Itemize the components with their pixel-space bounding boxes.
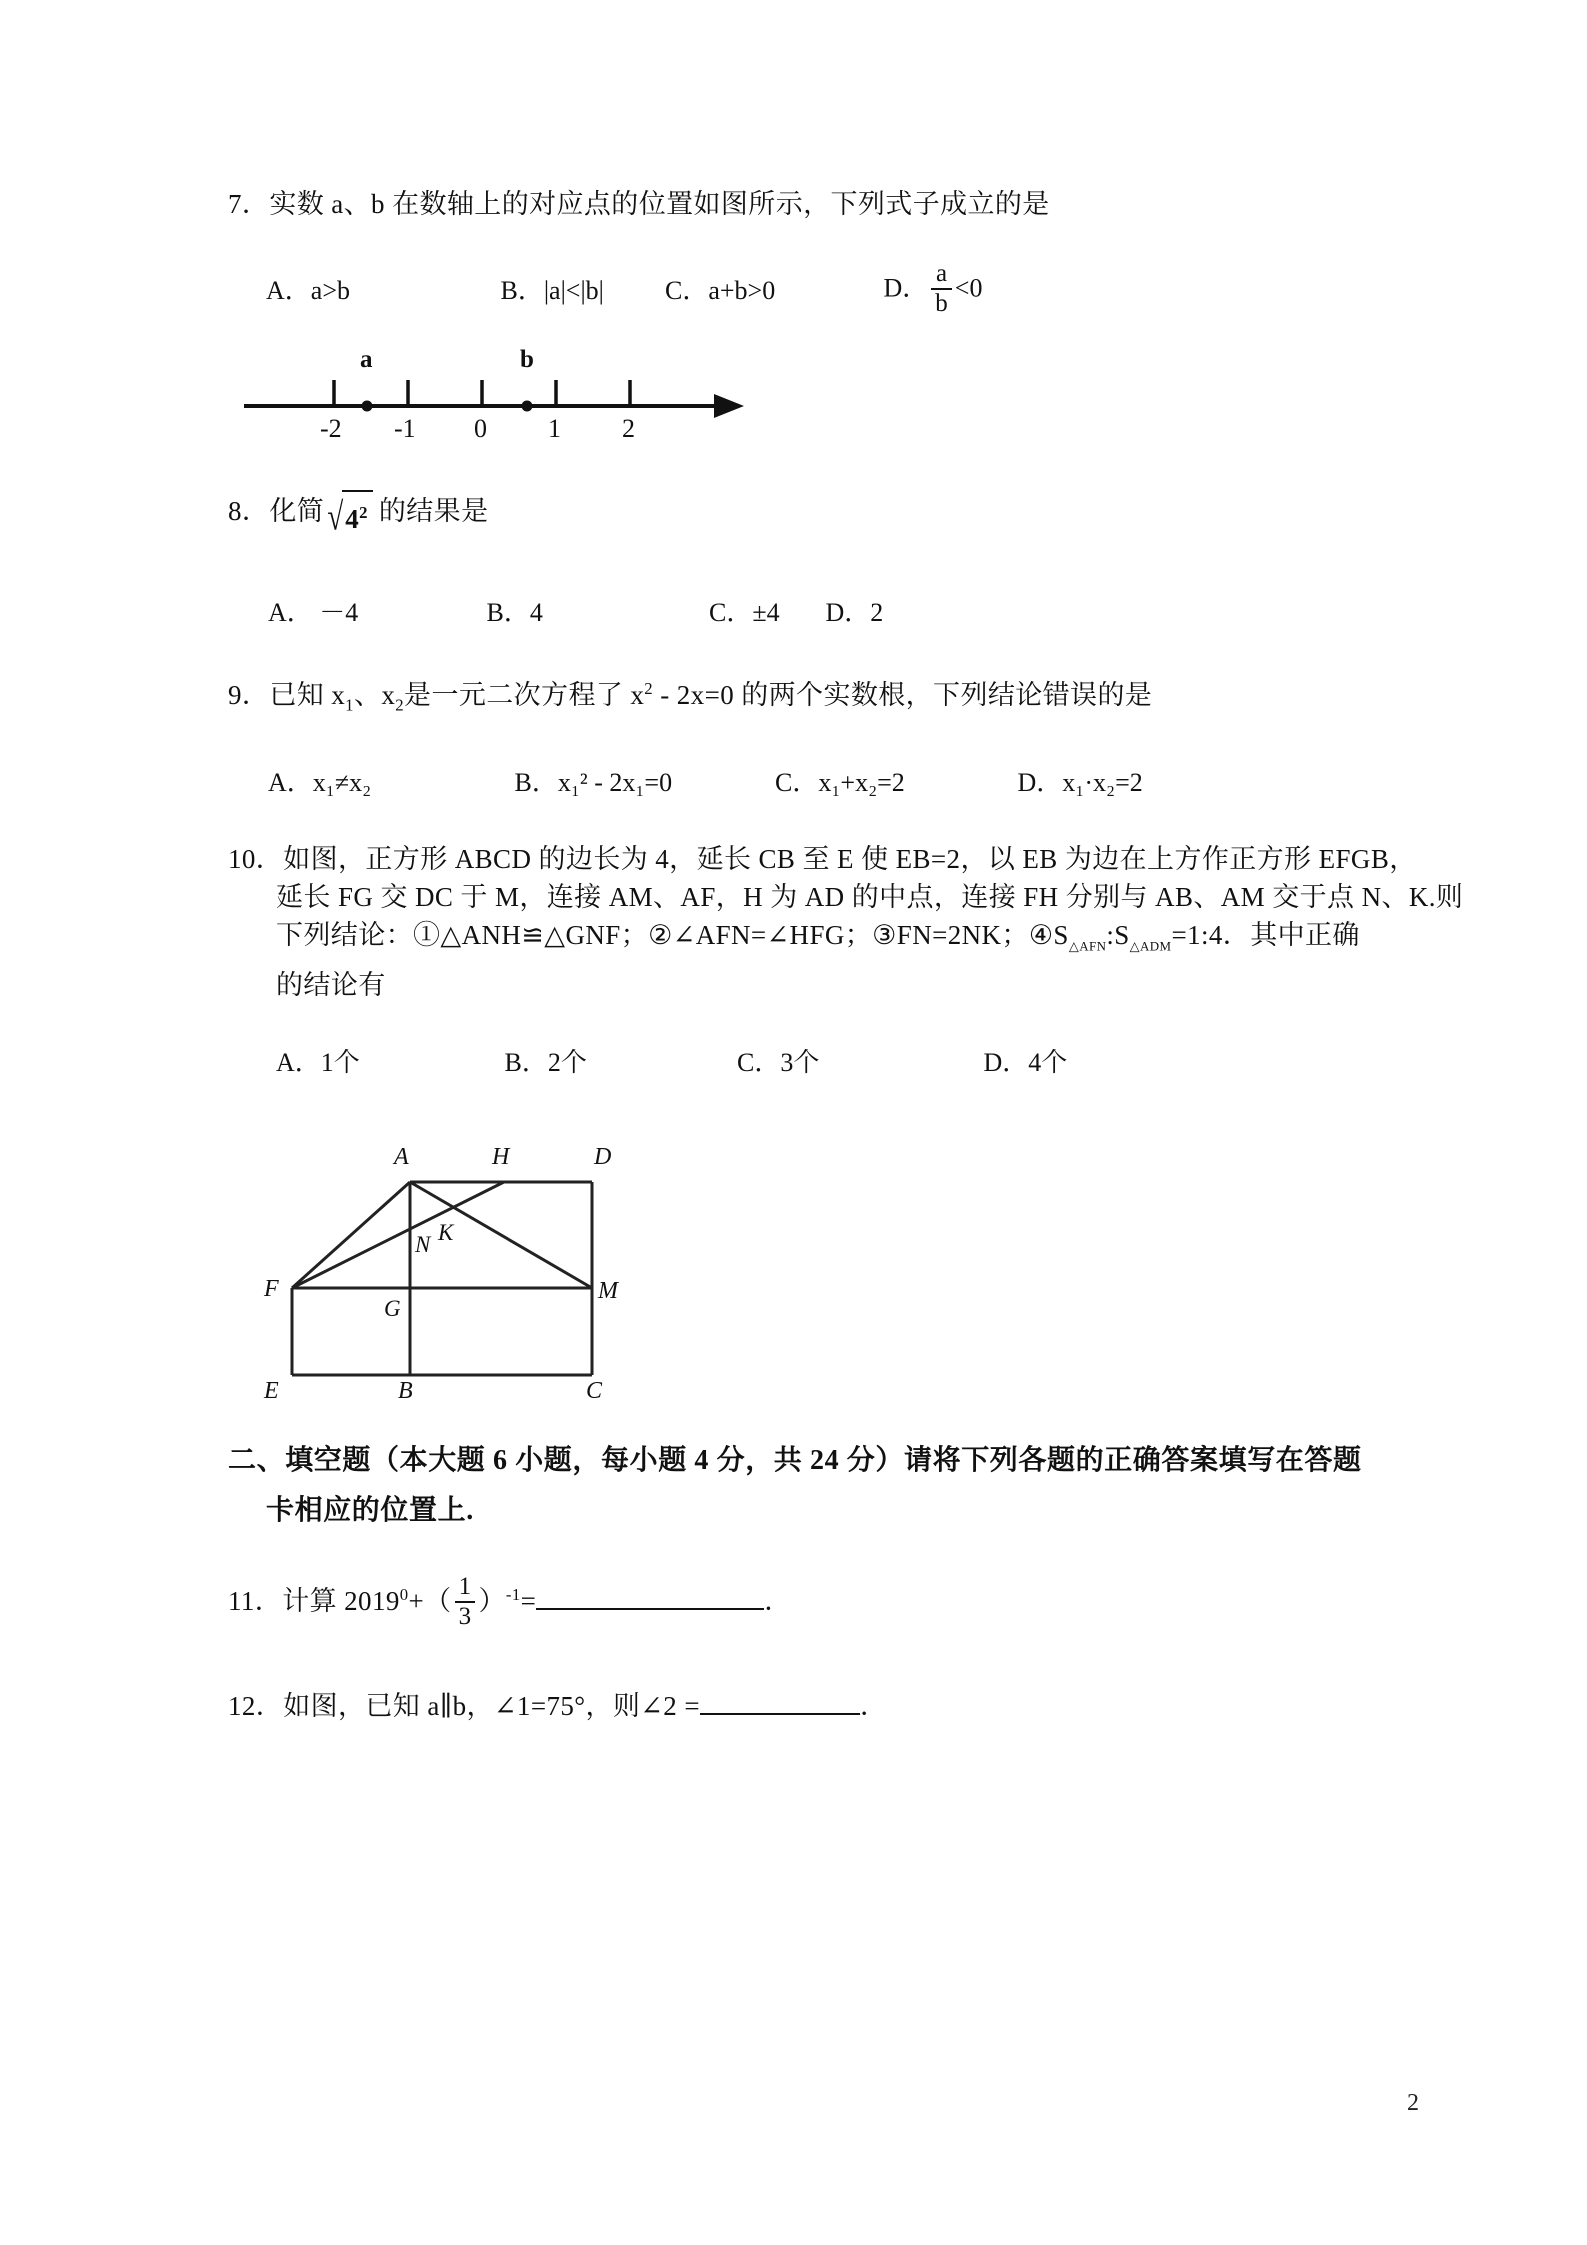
radicand-base: 4	[345, 504, 360, 534]
geo-label-N: N	[415, 1231, 431, 1257]
question-10-option-a[interactable]	[276, 1046, 498, 1080]
q10-conclusion-4-mid: :S	[1106, 920, 1130, 951]
option-text: |a|<|b|	[543, 275, 604, 305]
option-label: D．	[883, 273, 929, 303]
geo-label-K: K	[438, 1219, 454, 1245]
option-label: C．	[737, 1047, 781, 1077]
question-7-stem	[228, 185, 1393, 223]
number-line-tick-2: 2	[622, 414, 635, 443]
question-9	[228, 670, 1393, 800]
geo-label-C: C	[586, 1377, 603, 1404]
question-7-option-d[interactable]	[883, 260, 983, 318]
question-9-option-c[interactable]	[775, 766, 1011, 800]
sqrt-expression	[324, 490, 373, 538]
option-text: 4	[529, 598, 543, 628]
question-9-stem	[228, 670, 1393, 724]
geo-label-B: B	[398, 1377, 413, 1404]
number-line-tick-0: 0	[474, 414, 487, 443]
q10-conclusion-2: ②∠AFN=∠HFG；	[648, 920, 873, 951]
number-line-tick-1: 1	[548, 414, 561, 443]
option-label: C．	[775, 768, 819, 798]
option-text: a>b	[310, 275, 350, 305]
option-label: D．	[983, 1047, 1029, 1077]
q9-sub-1: 1	[345, 695, 354, 715]
geo-label-H: H	[492, 1143, 510, 1170]
option-text: a+b>0	[708, 275, 776, 305]
question-8-stem-suffix: 的结果是	[378, 496, 489, 527]
q11-close-paren: ）	[478, 1585, 506, 1616]
radicand	[342, 490, 373, 538]
question-8-options	[228, 594, 1393, 630]
question-12-number: 12．	[228, 1691, 284, 1722]
question-8-option-a[interactable]	[268, 596, 480, 630]
option-text: 4个	[1028, 1047, 1068, 1077]
q10-conclusion-3: ③FN=2NK；	[872, 920, 1029, 951]
q11-exponent-neg-one: -1	[505, 1584, 521, 1604]
question-10-line-4	[228, 966, 1393, 1004]
section-heading-line-2: 卡相应的位置上.	[266, 1494, 474, 1526]
number-line-tick--2: -2	[320, 414, 342, 443]
q9-mid-3: - 2x=0 的两个实数根，下列结论错误的是	[653, 680, 1153, 711]
option-text: 1个	[320, 1047, 360, 1077]
q10-conclusion-tail: 其中正确	[1250, 920, 1360, 951]
q11-period: ．	[764, 1585, 792, 1616]
section-heading-fill-in-blank	[228, 1436, 1393, 1536]
question-10-option-c[interactable]	[737, 1046, 977, 1080]
fraction-numerator: a	[935, 260, 948, 287]
fraction-numerator: 1	[458, 1573, 472, 1601]
question-11	[228, 1573, 1393, 1631]
question-10-line-1	[228, 840, 1417, 878]
question-9-number: 9．	[228, 680, 270, 711]
option-text: 3个	[780, 1047, 820, 1077]
q10-conclusion-4-sub-2: △ADM	[1129, 938, 1172, 954]
number-line-figure	[236, 344, 1393, 464]
radicand-exponent: 2	[359, 503, 368, 522]
question-12-answer-blank[interactable]	[700, 1691, 860, 1715]
question-9-option-b[interactable]	[515, 766, 769, 800]
q9-lead: 已知 x	[269, 680, 346, 711]
option-label: B．	[504, 1047, 548, 1077]
question-12-text: 如图，已知 a∥b，∠1=75°，则∠2 =	[283, 1691, 700, 1722]
question-7-option-b[interactable]	[501, 274, 659, 308]
option-label: C．	[709, 598, 753, 628]
q12-period: ．	[859, 1691, 888, 1722]
q9-sup-1: 2	[644, 679, 654, 699]
question-10-option-d[interactable]	[984, 1046, 1068, 1080]
question-10	[228, 840, 1464, 1409]
question-7-options	[228, 260, 1393, 318]
radical-sign: √	[327, 496, 344, 539]
q10-conclusion-4-sub-1: △AFN	[1068, 938, 1107, 954]
question-10-option-b[interactable]	[505, 1046, 731, 1080]
fraction-a-over-b	[931, 261, 952, 316]
option-label: D．	[1017, 768, 1063, 798]
geo-label-G: G	[384, 1295, 401, 1321]
option-label: A．	[268, 598, 313, 628]
q9-sub-2: 2	[395, 695, 405, 715]
question-10-options	[228, 1044, 1393, 1080]
question-10-line-3	[228, 916, 1393, 965]
q9-mid-1: 、x	[353, 680, 396, 711]
geo-label-E: E	[264, 1377, 279, 1404]
question-10-line-4-text: 的结论有	[276, 969, 386, 1000]
number-line-svg	[236, 344, 756, 469]
question-7	[228, 185, 1393, 464]
option-text: 2个	[547, 1047, 587, 1077]
q11-prefix: 计算 2019	[282, 1585, 400, 1616]
option-label: A．	[268, 768, 313, 798]
page-number: 2	[1407, 2090, 1419, 2116]
option-label: A．	[266, 275, 311, 305]
number-line-tick--1: -1	[394, 414, 416, 443]
q11-exponent-zero: 0	[399, 1584, 409, 1604]
geo-label-M: M	[598, 1277, 618, 1304]
q11-plus-open: +（	[408, 1585, 452, 1616]
number-line-point-a-label: a	[360, 346, 373, 373]
question-7-option-a[interactable]	[266, 274, 494, 308]
section-heading-line-1: 二、填空题（本大题 6 小题，每小题 4 分，共 24 分）请将下列各题的正确答案填写在答题	[228, 1444, 1362, 1476]
option-label: B．	[486, 598, 530, 628]
question-10-line-2	[228, 878, 1464, 916]
question-10-number: 10．	[228, 844, 284, 875]
geo-label-F: F	[264, 1275, 279, 1302]
option-label: A．	[276, 1047, 321, 1077]
question-7-number: 7．	[228, 189, 270, 219]
option-text: x₁+x₂=2	[818, 768, 905, 798]
option-label: B．	[514, 768, 558, 798]
fraction-denominator: 3	[455, 1601, 476, 1630]
q9-mid-2: 是一元二次方程了 x	[404, 680, 645, 711]
option-text: x₁≠x₂	[312, 768, 372, 798]
q10-conclusion-4-post: =1:4．	[1171, 920, 1251, 951]
option-text: x₁·x₂=2	[1062, 768, 1143, 798]
option-label: B．	[500, 275, 544, 305]
question-9-options	[228, 764, 1393, 800]
question-8-number: 8．	[228, 496, 270, 527]
option-text: x₁² - 2x₁=0	[557, 768, 673, 798]
question-7-option-c[interactable]	[665, 274, 877, 308]
fraction-denominator: b	[931, 288, 952, 317]
question-9-option-a[interactable]	[268, 766, 508, 800]
question-8-stem	[228, 490, 1393, 538]
question-11-answer-blank[interactable]	[536, 1586, 764, 1610]
option-label: C．	[665, 275, 709, 305]
question-8	[228, 490, 1393, 630]
question-12	[228, 1687, 1393, 1725]
question-9-option-d[interactable]	[1018, 766, 1143, 800]
option-label: D．	[825, 598, 871, 628]
question-8-option-d[interactable]	[826, 596, 884, 630]
option-text: ±4	[752, 598, 780, 628]
question-10-line-1-text: 如图，正方形 ABCD 的边长为 4，延长 CB 至 E 使 EB=2，以 EB 为边在上方作正方形 EFGB，	[283, 844, 1417, 875]
geo-label-A: A	[394, 1143, 409, 1170]
q10-conclusion-1: ①△ANH≌△GNF；	[413, 920, 649, 951]
q11-equals: =	[520, 1585, 537, 1616]
question-11-stem	[228, 1573, 1393, 1631]
geometry-figure	[242, 1120, 1393, 1410]
fraction-one-third	[455, 1574, 476, 1629]
question-8-option-b[interactable]	[487, 596, 703, 630]
q10-conclusion-lead: 下列结论：	[276, 920, 413, 951]
question-10-line-2-text: 延长 FG 交 DC 于 M，连接 AM、AF，H 为 AD 的中点，连接 FH 分别与 AB、AM 交于点 N、K.则	[276, 882, 1464, 913]
question-11-number: 11．	[228, 1585, 283, 1616]
q10-conclusion-4-pre: ④S	[1028, 920, 1069, 951]
page-content	[228, 185, 1464, 1725]
question-12-stem	[228, 1687, 1393, 1725]
option-text: －4	[319, 598, 359, 628]
question-7-stem-text: 实数 a、b 在数轴上的对应点的位置如图所示，下列式子成立的是	[269, 189, 1050, 219]
geo-label-D: D	[594, 1143, 612, 1170]
question-8-stem-prefix: 化简	[269, 496, 325, 527]
geometry-figure-svg	[242, 1120, 642, 1410]
question-8-option-c[interactable]	[709, 596, 819, 630]
option-suffix: <0	[954, 273, 983, 303]
option-text: 2	[870, 598, 884, 628]
number-line-point-b-label: b	[520, 346, 534, 373]
